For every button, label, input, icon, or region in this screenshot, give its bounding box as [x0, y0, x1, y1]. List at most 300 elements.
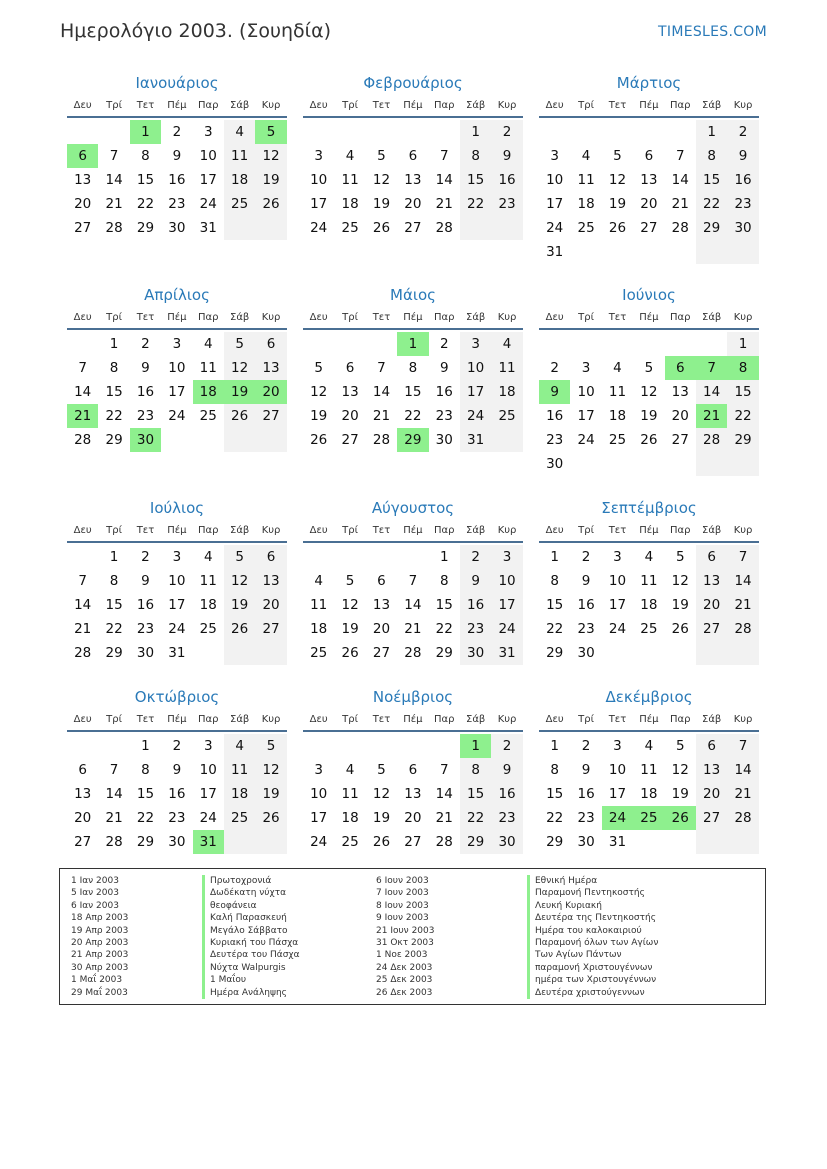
day-cell[interactable]: 18 [224, 782, 255, 806]
day-cell[interactable]: 4 [491, 332, 522, 356]
day-cell[interactable]: 7 [727, 734, 758, 758]
day-cell[interactable]: 25 [199, 621, 217, 637]
day-cell[interactable]: 15 [404, 384, 422, 400]
day-cell[interactable]: 24 [602, 806, 633, 830]
day-cell[interactable]: 31 [193, 830, 224, 854]
day-cell[interactable]: 26 [341, 645, 359, 661]
day-cell[interactable]: 23 [491, 192, 522, 216]
day-cell[interactable]: 16 [460, 593, 491, 617]
day-cell[interactable]: 2 [439, 336, 449, 352]
day-cell[interactable]: 6 [665, 356, 696, 380]
day-cell[interactable]: 22 [435, 621, 453, 637]
day-cell[interactable]: 1 [109, 549, 119, 565]
day-cell[interactable]: 22 [136, 810, 155, 826]
day-cell[interactable]: 19 [224, 593, 255, 617]
day-cell[interactable]: 22 [404, 408, 422, 424]
day-cell[interactable]: 27 [640, 220, 658, 236]
day-cell[interactable]: 14 [74, 384, 92, 400]
day-cell[interactable]: 18 [640, 786, 658, 802]
day-cell[interactable]: 31 [199, 220, 217, 236]
day-cell[interactable]: 4 [314, 573, 323, 589]
day-cell[interactable]: 14 [105, 786, 123, 802]
day-cell[interactable]: 4 [644, 549, 654, 565]
day-cell[interactable]: 3 [203, 124, 213, 140]
day-cell[interactable]: 30 [168, 834, 186, 850]
day-cell[interactable]: 12 [224, 356, 255, 380]
day-cell[interactable]: 19 [255, 782, 286, 806]
day-cell[interactable]: 28 [372, 432, 391, 448]
day-cell[interactable]: 11 [224, 144, 255, 168]
day-cell[interactable]: 8 [408, 360, 418, 376]
day-cell[interactable]: 3 [314, 762, 323, 778]
day-cell[interactable]: 21 [727, 782, 758, 806]
day-cell[interactable]: 10 [199, 762, 217, 778]
day-cell[interactable]: 4 [345, 762, 355, 778]
day-cell[interactable]: 7 [696, 356, 727, 380]
day-cell[interactable]: 11 [640, 762, 658, 778]
day-cell[interactable]: 26 [665, 806, 696, 830]
day-cell[interactable]: 9 [491, 758, 522, 782]
day-cell[interactable]: 29 [546, 645, 564, 661]
day-cell[interactable]: 16 [577, 597, 595, 613]
day-cell[interactable]: 23 [136, 621, 155, 637]
day-cell[interactable]: 21 [105, 810, 123, 826]
day-cell[interactable]: 7 [78, 573, 87, 589]
day-cell[interactable]: 2 [172, 738, 182, 754]
day-cell[interactable]: 19 [310, 408, 328, 424]
day-cell[interactable]: 30 [435, 432, 453, 448]
day-cell[interactable]: 9 [727, 144, 758, 168]
day-cell[interactable]: 21 [696, 404, 727, 428]
day-cell[interactable]: 7 [439, 148, 449, 164]
day-cell[interactable]: 13 [404, 786, 422, 802]
day-cell[interactable]: 19 [608, 196, 627, 212]
day-cell[interactable]: 23 [727, 192, 758, 216]
day-cell[interactable]: 24 [199, 196, 217, 212]
day-cell[interactable]: 26 [224, 404, 255, 428]
day-cell[interactable]: 13 [640, 172, 658, 188]
day-cell[interactable]: 3 [613, 738, 622, 754]
day-cell[interactable]: 9 [539, 380, 570, 404]
day-cell[interactable]: 10 [460, 356, 491, 380]
day-cell[interactable]: 17 [168, 597, 186, 613]
day-cell[interactable]: 5 [644, 360, 654, 376]
day-cell[interactable]: 7 [109, 762, 119, 778]
day-cell[interactable]: 10 [577, 384, 595, 400]
day-cell[interactable]: 28 [74, 645, 92, 661]
day-cell[interactable]: 1 [397, 332, 428, 356]
day-cell[interactable]: 26 [224, 617, 255, 641]
day-cell[interactable]: 30 [130, 428, 161, 452]
day-cell[interactable]: 8 [696, 144, 727, 168]
day-cell[interactable]: 26 [255, 806, 286, 830]
day-cell[interactable]: 26 [310, 432, 328, 448]
day-cell[interactable]: 8 [109, 573, 119, 589]
day-cell[interactable]: 17 [199, 786, 217, 802]
day-cell[interactable]: 6 [696, 545, 727, 569]
day-cell[interactable]: 19 [224, 380, 255, 404]
day-cell[interactable]: 15 [696, 168, 727, 192]
day-cell[interactable]: 8 [141, 148, 150, 164]
day-cell[interactable]: 11 [577, 172, 595, 188]
day-cell[interactable]: 5 [255, 120, 286, 144]
day-cell[interactable]: 4 [224, 120, 255, 144]
day-cell[interactable]: 15 [546, 597, 564, 613]
day-cell[interactable]: 3 [491, 545, 522, 569]
day-cell[interactable]: 23 [136, 408, 155, 424]
day-cell[interactable]: 19 [255, 168, 286, 192]
day-cell[interactable]: 21 [435, 810, 453, 826]
day-cell[interactable]: 25 [633, 806, 664, 830]
day-cell[interactable]: 27 [404, 220, 422, 236]
day-cell[interactable]: 7 [727, 545, 758, 569]
day-cell[interactable]: 27 [671, 432, 689, 448]
day-cell[interactable]: 24 [577, 432, 595, 448]
day-cell[interactable]: 13 [74, 172, 92, 188]
day-cell[interactable]: 6 [644, 148, 654, 164]
day-cell[interactable]: 1 [439, 549, 449, 565]
day-cell[interactable]: 1 [109, 336, 119, 352]
day-cell[interactable]: 20 [255, 593, 286, 617]
day-cell[interactable]: 20 [74, 196, 92, 212]
day-cell[interactable]: 30 [168, 220, 186, 236]
day-cell[interactable]: 25 [224, 192, 255, 216]
day-cell[interactable]: 17 [491, 593, 522, 617]
day-cell[interactable]: 5 [224, 545, 255, 569]
day-cell[interactable]: 30 [577, 834, 595, 850]
day-cell[interactable]: 18 [640, 597, 658, 613]
day-cell[interactable]: 13 [671, 384, 689, 400]
day-cell[interactable]: 1 [130, 120, 161, 144]
day-cell[interactable]: 8 [550, 762, 559, 778]
day-cell[interactable]: 20 [74, 810, 92, 826]
day-cell[interactable]: 17 [310, 810, 328, 826]
day-cell[interactable]: 29 [435, 645, 453, 661]
day-cell[interactable]: 24 [168, 621, 186, 637]
day-cell[interactable]: 18 [341, 810, 359, 826]
day-cell[interactable]: 9 [460, 569, 491, 593]
day-cell[interactable]: 23 [546, 432, 564, 448]
day-cell[interactable]: 20 [696, 593, 727, 617]
day-cell[interactable]: 10 [608, 573, 627, 589]
day-cell[interactable]: 30 [136, 645, 155, 661]
day-cell[interactable]: 12 [372, 172, 391, 188]
day-cell[interactable]: 18 [577, 196, 595, 212]
day-cell[interactable]: 6 [377, 573, 386, 589]
day-cell[interactable]: 21 [727, 593, 758, 617]
day-cell[interactable]: 23 [168, 810, 186, 826]
day-cell[interactable]: 15 [105, 384, 123, 400]
day-cell[interactable]: 14 [727, 569, 758, 593]
day-cell[interactable]: 7 [439, 762, 449, 778]
day-cell[interactable]: 10 [608, 762, 627, 778]
day-cell[interactable]: 30 [546, 456, 564, 472]
day-cell[interactable]: 26 [640, 432, 658, 448]
day-cell[interactable]: 17 [608, 786, 627, 802]
day-cell[interactable]: 21 [404, 621, 422, 637]
day-cell[interactable]: 6 [345, 360, 355, 376]
day-cell[interactable]: 25 [199, 408, 217, 424]
day-cell[interactable]: 1 [550, 738, 559, 754]
day-cell[interactable]: 10 [168, 573, 186, 589]
day-cell[interactable]: 29 [105, 432, 123, 448]
day-cell[interactable]: 17 [168, 384, 186, 400]
day-cell[interactable]: 8 [727, 356, 758, 380]
day-cell[interactable]: 16 [491, 168, 522, 192]
day-cell[interactable]: 25 [224, 806, 255, 830]
day-cell[interactable]: 2 [460, 545, 491, 569]
day-cell[interactable]: 28 [696, 428, 727, 452]
day-cell[interactable]: 9 [172, 762, 182, 778]
day-cell[interactable]: 15 [105, 597, 123, 613]
day-cell[interactable]: 13 [341, 384, 359, 400]
day-cell[interactable]: 20 [404, 810, 422, 826]
day-cell[interactable]: 5 [345, 573, 355, 589]
day-cell[interactable]: 12 [310, 384, 328, 400]
day-cell[interactable]: 8 [439, 573, 449, 589]
day-cell[interactable]: 2 [172, 124, 182, 140]
day-cell[interactable]: 12 [608, 172, 627, 188]
day-cell[interactable]: 5 [255, 734, 286, 758]
day-cell[interactable]: 28 [404, 645, 422, 661]
day-cell[interactable]: 2 [491, 734, 522, 758]
day-cell[interactable]: 22 [727, 404, 758, 428]
day-cell[interactable]: 28 [435, 834, 453, 850]
day-cell[interactable]: 29 [136, 220, 155, 236]
day-cell[interactable]: 22 [460, 192, 491, 216]
day-cell[interactable]: 28 [727, 617, 758, 641]
day-cell[interactable]: 9 [581, 573, 591, 589]
day-cell[interactable]: 20 [671, 408, 689, 424]
day-cell[interactable]: 12 [671, 573, 689, 589]
day-cell[interactable]: 6 [255, 332, 286, 356]
day-cell[interactable]: 14 [404, 597, 422, 613]
day-cell[interactable]: 22 [105, 621, 123, 637]
day-cell[interactable]: 31 [168, 645, 186, 661]
day-cell[interactable]: 4 [203, 549, 213, 565]
day-cell[interactable]: 27 [372, 645, 391, 661]
day-cell[interactable]: 17 [199, 172, 217, 188]
day-cell[interactable]: 13 [74, 786, 92, 802]
day-cell[interactable]: 15 [460, 168, 491, 192]
day-cell[interactable]: 3 [613, 549, 622, 565]
day-cell[interactable]: 15 [546, 786, 564, 802]
day-cell[interactable]: 5 [377, 762, 386, 778]
day-cell[interactable]: 9 [141, 360, 150, 376]
day-cell[interactable]: 4 [613, 360, 622, 376]
day-cell[interactable]: 11 [640, 573, 658, 589]
day-cell[interactable]: 26 [671, 621, 689, 637]
day-cell[interactable]: 21 [435, 196, 453, 212]
day-cell[interactable]: 14 [435, 172, 453, 188]
day-cell[interactable]: 26 [372, 220, 391, 236]
day-cell[interactable]: 12 [224, 569, 255, 593]
day-cell[interactable]: 27 [255, 404, 286, 428]
day-cell[interactable]: 12 [255, 144, 286, 168]
day-cell[interactable]: 13 [372, 597, 391, 613]
day-cell[interactable]: 24 [310, 220, 328, 236]
day-cell[interactable]: 30 [727, 216, 758, 240]
day-cell[interactable]: 9 [172, 148, 182, 164]
day-cell[interactable]: 14 [74, 597, 92, 613]
day-cell[interactable]: 1 [460, 734, 491, 758]
day-cell[interactable]: 10 [199, 148, 217, 164]
day-cell[interactable]: 26 [255, 192, 286, 216]
day-cell[interactable]: 27 [74, 834, 92, 850]
day-cell[interactable]: 18 [224, 168, 255, 192]
day-cell[interactable]: 7 [78, 360, 87, 376]
day-cell[interactable]: 16 [168, 786, 186, 802]
day-cell[interactable]: 29 [460, 830, 491, 854]
day-cell[interactable]: 31 [460, 428, 491, 452]
day-cell[interactable]: 2 [581, 549, 591, 565]
day-cell[interactable]: 29 [397, 428, 428, 452]
day-cell[interactable]: 20 [372, 621, 391, 637]
day-cell[interactable]: 16 [435, 384, 453, 400]
day-cell[interactable]: 18 [193, 380, 224, 404]
day-cell[interactable]: 17 [577, 408, 595, 424]
day-cell[interactable]: 28 [105, 220, 123, 236]
day-cell[interactable]: 10 [310, 172, 328, 188]
day-cell[interactable]: 8 [460, 144, 491, 168]
day-cell[interactable]: 11 [491, 356, 522, 380]
day-cell[interactable]: 1 [696, 120, 727, 144]
day-cell[interactable]: 14 [727, 758, 758, 782]
day-cell[interactable]: 16 [727, 168, 758, 192]
day-cell[interactable]: 5 [377, 148, 386, 164]
day-cell[interactable]: 27 [696, 806, 727, 830]
day-cell[interactable]: 23 [577, 621, 595, 637]
day-cell[interactable]: 30 [577, 645, 595, 661]
day-cell[interactable]: 15 [136, 786, 155, 802]
day-cell[interactable]: 18 [199, 597, 217, 613]
day-cell[interactable]: 16 [491, 782, 522, 806]
day-cell[interactable]: 20 [696, 782, 727, 806]
day-cell[interactable]: 19 [671, 597, 689, 613]
day-cell[interactable]: 4 [203, 336, 213, 352]
day-cell[interactable]: 11 [199, 573, 217, 589]
day-cell[interactable]: 11 [199, 360, 217, 376]
day-cell[interactable]: 16 [577, 786, 595, 802]
brand-link[interactable]: TIMESLES.COM [658, 24, 767, 40]
day-cell[interactable]: 11 [341, 172, 359, 188]
day-cell[interactable]: 8 [550, 573, 559, 589]
day-cell[interactable]: 20 [255, 380, 286, 404]
day-cell[interactable]: 2 [727, 120, 758, 144]
day-cell[interactable]: 12 [341, 597, 359, 613]
day-cell[interactable]: 9 [581, 762, 591, 778]
day-cell[interactable]: 19 [341, 621, 359, 637]
day-cell[interactable]: 29 [696, 216, 727, 240]
day-cell[interactable]: 5 [224, 332, 255, 356]
day-cell[interactable]: 14 [671, 172, 689, 188]
day-cell[interactable]: 20 [404, 196, 422, 212]
day-cell[interactable]: 2 [550, 360, 559, 376]
day-cell[interactable]: 3 [172, 549, 182, 565]
day-cell[interactable]: 16 [136, 384, 155, 400]
day-cell[interactable]: 29 [727, 428, 758, 452]
day-cell[interactable]: 7 [109, 148, 119, 164]
day-cell[interactable]: 24 [460, 404, 491, 428]
day-cell[interactable]: 9 [491, 144, 522, 168]
day-cell[interactable]: 31 [546, 244, 564, 260]
day-cell[interactable]: 24 [168, 408, 186, 424]
day-cell[interactable]: 31 [491, 641, 522, 665]
day-cell[interactable]: 7 [408, 573, 418, 589]
day-cell[interactable]: 22 [105, 408, 123, 424]
day-cell[interactable]: 25 [341, 220, 359, 236]
day-cell[interactable]: 5 [314, 360, 323, 376]
day-cell[interactable]: 1 [460, 120, 491, 144]
day-cell[interactable]: 18 [310, 621, 328, 637]
day-cell[interactable]: 22 [546, 621, 564, 637]
day-cell[interactable]: 17 [608, 597, 627, 613]
day-cell[interactable]: 4 [224, 734, 255, 758]
day-cell[interactable]: 29 [546, 834, 564, 850]
day-cell[interactable]: 13 [404, 172, 422, 188]
day-cell[interactable]: 8 [141, 762, 150, 778]
day-cell[interactable]: 9 [439, 360, 449, 376]
day-cell[interactable]: 16 [136, 597, 155, 613]
day-cell[interactable]: 17 [546, 196, 564, 212]
day-cell[interactable]: 9 [141, 573, 150, 589]
day-cell[interactable]: 5 [613, 148, 622, 164]
day-cell[interactable]: 15 [460, 782, 491, 806]
day-cell[interactable]: 28 [74, 432, 92, 448]
day-cell[interactable]: 23 [435, 408, 453, 424]
day-cell[interactable]: 13 [255, 569, 286, 593]
day-cell[interactable]: 15 [435, 597, 453, 613]
day-cell[interactable]: 24 [546, 220, 564, 236]
day-cell[interactable]: 4 [644, 738, 654, 754]
day-cell[interactable]: 4 [345, 148, 355, 164]
day-cell[interactable]: 6 [67, 144, 98, 168]
day-cell[interactable]: 28 [727, 806, 758, 830]
day-cell[interactable]: 3 [550, 148, 559, 164]
day-cell[interactable]: 8 [460, 758, 491, 782]
day-cell[interactable]: 23 [460, 617, 491, 641]
day-cell[interactable]: 28 [671, 220, 689, 236]
day-cell[interactable]: 1 [550, 549, 559, 565]
day-cell[interactable]: 2 [581, 738, 591, 754]
day-cell[interactable]: 29 [105, 645, 123, 661]
day-cell[interactable]: 5 [675, 549, 685, 565]
day-cell[interactable]: 3 [460, 332, 491, 356]
day-cell[interactable]: 7 [675, 148, 685, 164]
day-cell[interactable]: 18 [491, 380, 522, 404]
day-cell[interactable]: 17 [310, 196, 328, 212]
day-cell[interactable]: 25 [491, 404, 522, 428]
day-cell[interactable]: 2 [491, 120, 522, 144]
day-cell[interactable]: 10 [310, 786, 328, 802]
day-cell[interactable]: 21 [372, 408, 391, 424]
day-cell[interactable]: 3 [172, 336, 182, 352]
day-cell[interactable]: 12 [372, 786, 391, 802]
day-cell[interactable]: 27 [696, 617, 727, 641]
day-cell[interactable]: 15 [727, 380, 758, 404]
day-cell[interactable]: 1 [727, 332, 758, 356]
day-cell[interactable]: 22 [460, 806, 491, 830]
day-cell[interactable]: 22 [546, 810, 564, 826]
day-cell[interactable]: 5 [675, 738, 685, 754]
day-cell[interactable]: 21 [105, 196, 123, 212]
day-cell[interactable]: 2 [141, 549, 150, 565]
day-cell[interactable]: 3 [203, 738, 213, 754]
day-cell[interactable]: 20 [640, 196, 658, 212]
day-cell[interactable]: 23 [168, 196, 186, 212]
day-cell[interactable]: 3 [314, 148, 323, 164]
day-cell[interactable]: 26 [372, 834, 391, 850]
